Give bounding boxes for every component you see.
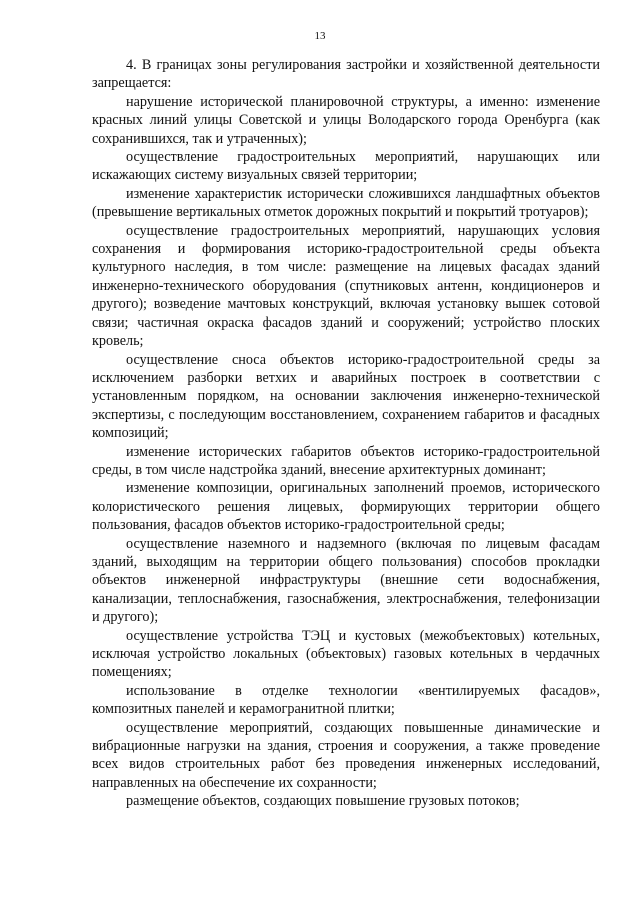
paragraph-visual-links: осуществление градостроительных мероприятий, нарушающих или искажающих систему визуальных связей территории; bbox=[92, 149, 600, 184]
paragraph-boiler-houses: осуществление устройства ТЭЦ и кустовых (межобъектовых) котельных, исключая устройство локальных (объектовых) газовых котельных в чердачных помещениях; bbox=[92, 627, 600, 681]
paragraph-dynamic-loads: осуществление мероприятий, создающих повышенные динамические и вибрационные нагрузки на здания, строения и сооружения, а также проведение всех видов строительных работ без проведения инженерных исследований, направленных на обеспечение их сохранности; bbox=[92, 719, 600, 791]
paragraph-prohibitions-heading: 4. В границах зоны регулирования застройки и хозяйственной деятельности запрещается: bbox=[92, 57, 600, 92]
paragraph-landscape-objects: изменение характеристик исторически сложившихся ландшафтных объектов (превышение вертикальных отметок дорожных покрытий и покрытий тротуаров); bbox=[92, 185, 600, 221]
paragraph-freight-traffic: размещение объектов, создающих повышение грузовых потоков; bbox=[126, 793, 520, 810]
paragraph-engineering-infrastructure: осуществление наземного и надземного (включая по лицевым фасадам зданий, выходящим на территории общего пользования) способов прокладки объектов инженерной инфраструктуры (внешние сети водоснабжения, канализации, теплоснабжения, газоснабжения, электроснабжения, телефонизации и другого); bbox=[92, 535, 600, 626]
paragraph-urban-environment: осуществление градостроительных мероприятий, нарушающих условия сохранения и формирования историко-градостроительной среды объекта культурного наследия, в том числе: размещение на лицевых фасадах зданий инженерно-технического оборудования (спутниковых антенн, кондиционеров и другого); возведение мачтовых конструкций, включая установку вышек сотовой связи; частичная окраска фасадов зданий и сооружений; устройство плоских кровель; bbox=[92, 222, 600, 350]
document-body bbox=[92, 56, 600, 811]
paragraph-planning-structure: нарушение исторической планировочной структуры, а именно: изменение красных линий улицы Советской и улицы Володарского города Оренбурга (как сохранившихся, так и утраченных); bbox=[92, 93, 600, 147]
paragraph-demolition: осуществление сноса объектов историко-градостроительной среды за исключением разборки ветхих и аварийных построек в соответствии с установленным порядком, на основании заключения инженерно-технической экспертизы, с последующим восстановлением, сохранением габаритов и фасадных композиций; bbox=[92, 351, 600, 442]
paragraph-dimensions: изменение исторических габаритов объектов историко-градостроительной среды, в том числе надстройка зданий, внесение архитектурных доминант; bbox=[92, 443, 600, 478]
paragraph-composition: изменение композиции, оригинальных заполнений проемов, исторического колористического решения лицевых, формирующих территории общего пользования, фасадов объектов историко-градостроительной среды; bbox=[92, 480, 600, 534]
paragraph-facade-finishing: использование в отделке технологии «вентилируемых фасадов», композитных панелей и керамогранитной плитки; bbox=[92, 682, 600, 718]
page-number: 13 bbox=[314, 30, 326, 42]
